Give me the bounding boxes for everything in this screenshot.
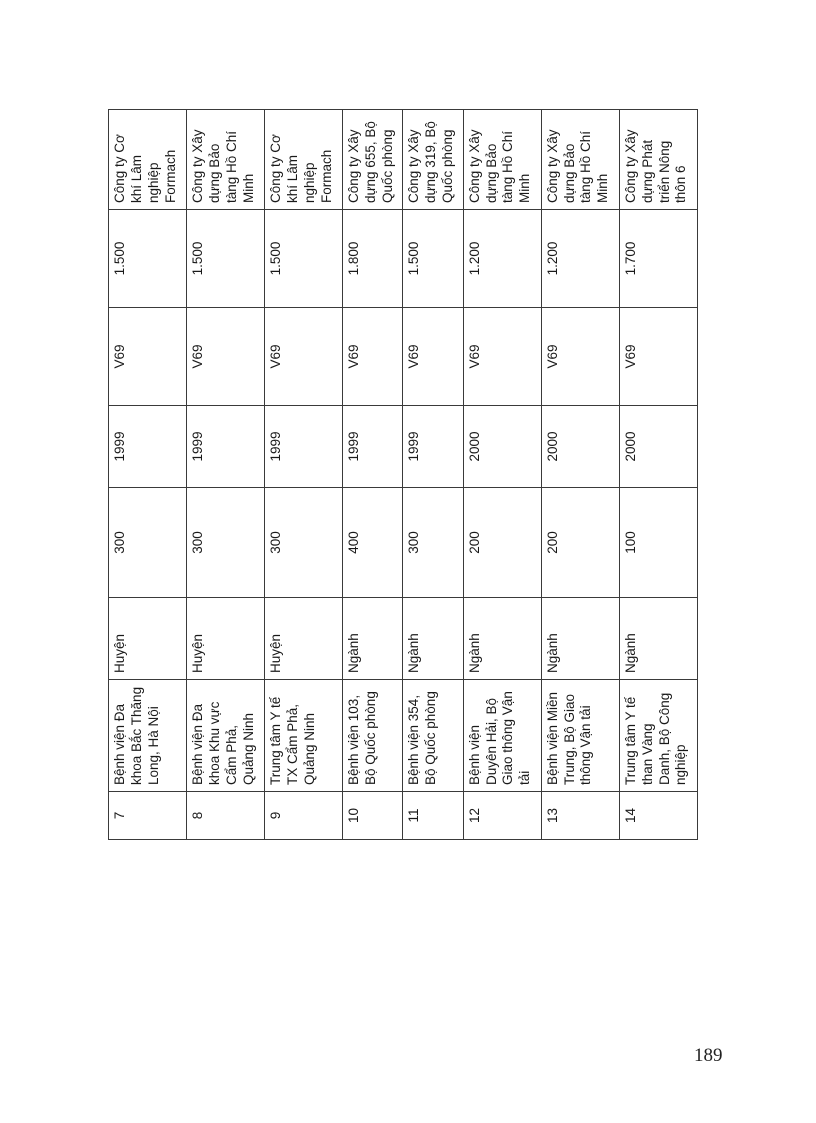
year-cell: 1999	[109, 406, 187, 488]
table-row	[541, 110, 619, 840]
facility-level-cell: Huyện	[109, 598, 187, 680]
facility-level-cell: Ngành	[463, 598, 541, 680]
year-cell: 2000	[463, 406, 541, 488]
rotated-table-content	[108, 110, 698, 840]
facility-level-cell: Ngành	[403, 598, 463, 680]
facility-level-cell: Ngành	[619, 598, 697, 680]
bed-count-cell: 300	[187, 488, 265, 598]
bed-count-cell: 400	[343, 488, 403, 598]
contractor-name-cell: Công ty Xây dựng Bảo tàng Hồ Chí Minh	[541, 110, 619, 210]
page-number: 189	[694, 1045, 723, 1066]
cost-value-cell: 1.700	[619, 210, 697, 308]
contractor-name-cell: Công ty Cơ khí Lâm nghiệp Formach	[109, 110, 187, 210]
bed-count-cell: 300	[265, 488, 343, 598]
row-number-cell: 7	[109, 792, 187, 840]
cost-value-cell: 1.200	[463, 210, 541, 308]
bed-count-cell: 300	[109, 488, 187, 598]
design-code-cell: V69	[403, 308, 463, 406]
cost-value-cell: 1.200	[541, 210, 619, 308]
bed-count-cell: 100	[619, 488, 697, 598]
table-row	[109, 110, 187, 840]
facility-level-cell: Huyện	[265, 598, 343, 680]
row-number-cell: 10	[343, 792, 403, 840]
year-cell: 1999	[343, 406, 403, 488]
contractor-name-cell: Công ty Xây dựng 655, Bộ Quốc phòng	[343, 110, 403, 210]
facility-name-cell: Bệnh viện 354, Bộ Quốc phòng	[403, 680, 463, 792]
bed-count-cell: 200	[463, 488, 541, 598]
contractor-name-cell: Công ty Xây dựng 319, Bộ Quốc phòng	[403, 110, 463, 210]
cost-value-cell: 1.500	[403, 210, 463, 308]
facility-level-cell: Ngành	[541, 598, 619, 680]
design-code-cell: V69	[187, 308, 265, 406]
facility-level-cell: Ngành	[343, 598, 403, 680]
year-cell: 1999	[187, 406, 265, 488]
year-cell: 2000	[619, 406, 697, 488]
year-cell: 2000	[541, 406, 619, 488]
table-row	[463, 110, 541, 840]
row-number-cell: 13	[541, 792, 619, 840]
facility-name-cell: Trung tâm Y tế TX Cẩm Phả, Quảng Ninh	[265, 680, 343, 792]
table-row	[343, 110, 403, 840]
design-code-cell: V69	[265, 308, 343, 406]
cost-value-cell: 1.500	[187, 210, 265, 308]
table-row	[265, 110, 343, 840]
facility-name-cell: Trung tâm Y tế than Vàng Danh, Bộ Công nghiệp	[619, 680, 697, 792]
bed-count-cell: 200	[541, 488, 619, 598]
row-number-cell: 14	[619, 792, 697, 840]
design-code-cell: V69	[463, 308, 541, 406]
facility-name-cell: Bệnh viện 103, Bộ Quốc phòng	[343, 680, 403, 792]
table-row	[187, 110, 265, 840]
contractor-name-cell: Công ty Xây dựng Phát triển Nông thôn 6	[619, 110, 697, 210]
facility-name-cell: Bệnh viện Miền Trung, Bộ Giao thông Vận tải	[541, 680, 619, 792]
row-number-cell: 8	[187, 792, 265, 840]
cost-value-cell: 1.800	[343, 210, 403, 308]
cost-value-cell: 1.500	[109, 210, 187, 308]
row-number-cell: 12	[463, 792, 541, 840]
cost-value-cell: 1.500	[265, 210, 343, 308]
table-row	[403, 110, 463, 840]
facility-name-cell: Bệnh viện Duyên Hải, Bộ Giao thông Vận tải	[463, 680, 541, 792]
design-code-cell: V69	[619, 308, 697, 406]
year-cell: 1999	[403, 406, 463, 488]
facility-level-cell: Huyện	[187, 598, 265, 680]
year-cell: 1999	[265, 406, 343, 488]
design-code-cell: V69	[109, 308, 187, 406]
hospital-projects-table	[108, 109, 698, 840]
row-number-cell: 11	[403, 792, 463, 840]
facility-name-cell: Bệnh viện Đa khoa Khu vực Cẩm Phả, Quảng Ninh	[187, 680, 265, 792]
contractor-name-cell: Công ty Xây dựng Bảo tàng Hồ Chí Minh	[463, 110, 541, 210]
row-number-cell: 9	[265, 792, 343, 840]
facility-name-cell: Bệnh viện Đa khoa Bắc Thăng Long, Hà Nội	[109, 680, 187, 792]
bed-count-cell: 300	[403, 488, 463, 598]
contractor-name-cell: Công ty Cơ khí Lâm nghiệp Formach	[265, 110, 343, 210]
contractor-name-cell: Công ty Xây dựng Bảo tàng Hồ Chí Minh	[187, 110, 265, 210]
table-row	[619, 110, 697, 840]
rotated-table-frame	[108, 110, 698, 840]
design-code-cell: V69	[541, 308, 619, 406]
design-code-cell: V69	[343, 308, 403, 406]
